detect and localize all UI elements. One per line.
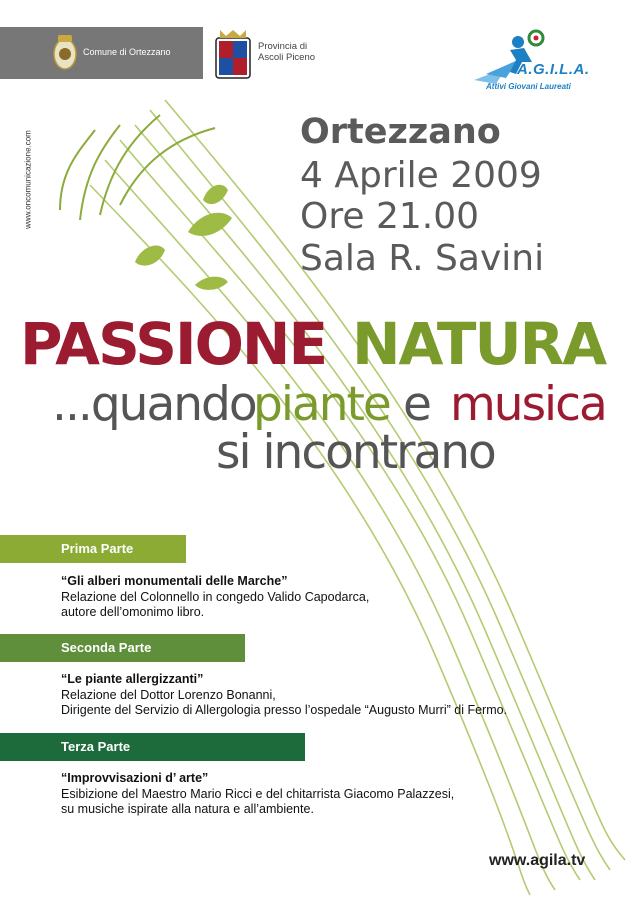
- program-desc-1: Relazione del Colonnello in congedo Valido Capodarca, autore dell’omonimo libro.: [61, 590, 370, 619]
- program-title-3: “Improvvisazioni d’ arte”: [61, 771, 209, 785]
- section-bar-terza-parte: Terza Parte: [0, 733, 305, 761]
- subtitle-quando: ...quando: [52, 377, 256, 432]
- comune-label: Comune di Ortezzano: [83, 47, 171, 57]
- program-desc-2: Relazione del Dottor Lorenzo Bonanni, Dirigente del Servizio di Allergologia presso l’ospedale “Augusto Murri” di Fermo.: [61, 688, 508, 717]
- program-title-2: “Le piante allergizzanti”: [61, 672, 204, 686]
- event-date: 4 Aprile 2009: [300, 155, 542, 196]
- agila-tagline: Attivi Giovani Laureati: [486, 82, 571, 91]
- provincia-crest-icon: [214, 28, 252, 80]
- title-natura: NATURA: [352, 310, 606, 378]
- section-bar-seconda-parte: Seconda Parte: [0, 634, 245, 662]
- footer-website-link[interactable]: www.agila.tv: [489, 852, 586, 869]
- section-bar-prima-parte: Prima Parte: [0, 535, 186, 563]
- subtitle-piante: piante: [253, 377, 390, 432]
- event-place: Sala R. Savini: [300, 238, 545, 279]
- side-url: www.oncomunicazione.com: [23, 130, 33, 229]
- provincia-label: Provincia di Ascoli Piceno: [258, 41, 316, 63]
- program-desc-3: Esibizione del Maestro Mario Ricci e del chitarrista Giacomo Palazzesi, su musiche ispirate alla natura e all’ambiente.: [61, 787, 455, 816]
- comune-crest-icon: [52, 32, 78, 72]
- agila-name: A.G.I.L.A.: [517, 61, 590, 78]
- event-time: Ore 21.00: [300, 196, 479, 237]
- title-passione: PASSIONE: [20, 310, 327, 378]
- event-city: Ortezzano: [300, 112, 501, 152]
- program-title-1: “Gli alberi monumentali delle Marche”: [61, 574, 288, 588]
- subtitle-musica: musica: [450, 377, 606, 432]
- subtitle-e: e: [403, 377, 430, 432]
- subtitle-si-incontrano: si incontrano: [216, 425, 495, 480]
